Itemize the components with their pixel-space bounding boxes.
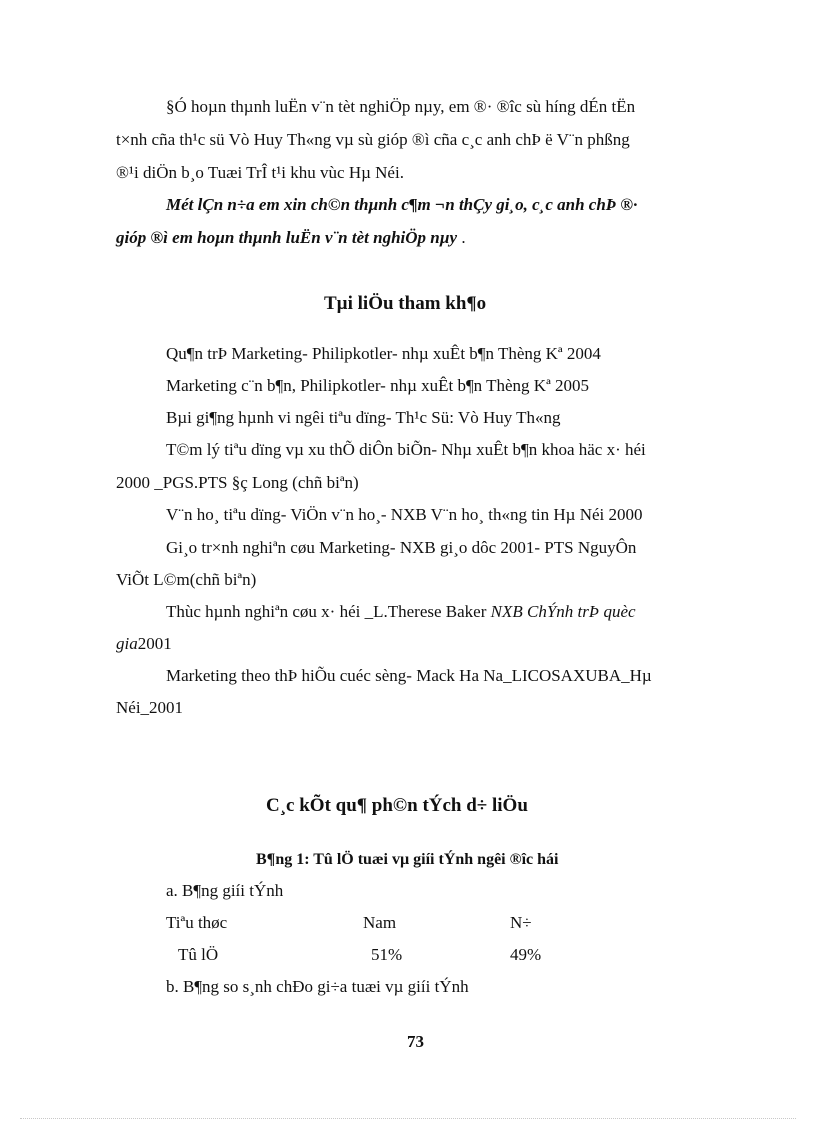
reference-6-line-2: ViÕt L©m(chñ biªn): [116, 570, 257, 589]
table-cell-female: 49%: [510, 945, 542, 964]
intro-line-2: t×nh cña th¹c sü Vò Huy Th«ng vµ sù gióp ®ì cña c¸c anh chÞ ë V¨n phßng: [116, 130, 630, 149]
page-bottom-edge: [20, 1118, 796, 1119]
reference-4-line-1: T©m lý tiªu dïng vµ xu thÕ diÔn biÕn- Nhµ xuÊt b¶n khoa häc x· héi: [166, 440, 646, 459]
reference-8-line-2: Néi_2001: [116, 698, 184, 717]
reference-7-year: 2001: [137, 634, 172, 653]
reference-6-line-1: Gi¸o tr×nh nghiªn cøu Marketing- NXB gi¸o dôc 2001- PTS NguyÔn: [166, 538, 637, 557]
table-header-criteria: Tiªu thøc: [166, 913, 228, 932]
intro-line-1: §Ó hoµn thµnh luËn v¨n tèt nghiÖp nµy, em ®· ®îc sù híng dÉn tËn: [166, 97, 636, 116]
thanks-line-2: [116, 227, 466, 249]
reference-7-publisher-end: gia: [116, 634, 138, 653]
references-heading: Tµi liÖu tham kh¶o: [324, 293, 487, 314]
thanks-line-2-end: .: [457, 228, 466, 247]
reference-1: Qu¶n trÞ Marketing- Philipkotler- nhµ xuÊt b¶n Thèng Kª 2004: [166, 344, 601, 363]
thanks-line-2-text: gióp ®ì em hoµn thµnh luËn v¨n tèt nghiÖp nµy: [116, 228, 458, 247]
page-number: 73: [407, 1032, 424, 1051]
reference-5: V¨n ho¸ tiªu dïng- ViÖn v¨n ho¸- NXB V¨n ho¸ th«ng tin Hµ Néi 2000: [166, 505, 643, 524]
reference-7-publisher: NXB ChÝnh trÞ quèc: [490, 602, 636, 621]
results-heading: C¸c kÕt qu¶ ph©n tÝch d÷ liÖu: [266, 795, 528, 816]
reference-7-author: Thùc hµnh nghiªn cøu x· héi _L.Therese Baker: [166, 602, 491, 621]
table-row-label: Tû lÖ: [178, 945, 219, 964]
table-header-male: Nam: [363, 913, 397, 932]
table-header-female: N÷: [510, 913, 532, 932]
reference-3: Bµi gi¶ng hµnh vi ngêi tiªu dïng- Th¹c Sü: Vò Huy Th«ng: [166, 408, 561, 427]
reference-2: Marketing c¨n b¶n, Philipkotler- nhµ xuÊt b¶n Thèng Kª 2005: [166, 376, 590, 395]
reference-8-line-1: Marketing theo thÞ hiÕu cuéc sèng- Mack Ha Na_LICOSAXUBA_Hµ: [166, 666, 652, 685]
sub-table-b-title: b. B¶ng so s¸nh chÐo gi÷a tuæi vµ giíi tÝnh: [166, 977, 469, 996]
reference-4-line-2: 2000 _PGS.PTS §ç Long (chñ biªn): [116, 473, 359, 492]
table-cell-male: 51%: [371, 945, 403, 964]
sub-table-a-title: a. B¶ng giíi tÝnh: [166, 881, 284, 900]
intro-line-3: ®¹i diÖn b¸o Tuæi TrÎ t¹i khu vùc Hµ Néi.: [116, 163, 404, 182]
table-1-title: B¶ng 1: Tû lÖ tuæi vµ giíi tÝnh ngêi ®îc hái: [256, 851, 559, 868]
thanks-line-1: Mét lÇn n÷a em xin ch©n thµnh c¶m ¬n thÇy gi¸o, c¸c anh chÞ ®·: [166, 195, 638, 214]
reference-7-line-1: [166, 601, 636, 623]
reference-7-line-2: [116, 633, 172, 655]
